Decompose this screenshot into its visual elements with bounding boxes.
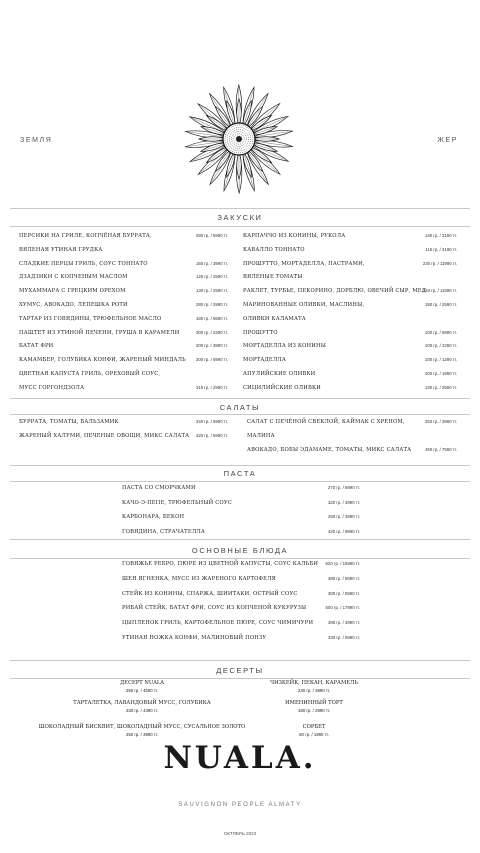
menu-item [19,355,228,365]
menu-item-price: 450 гр. / 7590 тг. [424,447,457,452]
menu-item-price: 310 гр. / 2990 тг. [195,384,228,390]
menu-item [122,483,360,493]
menu-item [19,314,228,324]
menu-item-name: МУХАММАРА С ГРЕЦКИМ ОРЕХОМ [19,288,126,295]
menu-item-price: 200 гр. / 3990 тг. [195,343,228,349]
menu-item-price: 300 гр. / 2290 тг. [195,329,228,335]
menu-item-price: 130 гр. / 2590 тг. [424,384,457,390]
menu-item-price: 280 гр. / 2990 тг. [195,302,228,307]
menu-item [247,445,457,455]
menu-item-name: ТАРТАР ИЗ ГОВЯДИНЫ, ТРЮФЕЛЬНОЕ МАСЛО [19,315,162,322]
menu-item [122,633,360,643]
menu-item-name: МАРИНОВАННЫЕ ОЛИВКИ, МАСЛИНЫ, [243,302,365,308]
menu-item [243,245,457,255]
menu-item [19,300,228,310]
dessert-price: 60 гр. / 1990 тг. [299,732,329,737]
dessert-name: ДЕСЕРТ NUALA [119,680,165,686]
menu-item-name: СТЕЙК ИЗ КОНИНЫ, СПАРЖА, ШИИТАКИ, ОСТРЫЙ СОУС [122,590,298,597]
menu-item-price: 160 гр. / 3990 тг. [195,260,228,266]
menu-item [247,417,457,427]
menu-item [19,369,228,379]
menu-item-price: 320 гр. / 4990 тг. [327,499,360,505]
menu-item-name: КАВАЛЛО ТОННАТО [243,246,305,253]
menu-item-name: САЛАТ С ПЕЧЁНОЙ СВЕКЛОЙ, КАЙМАК С ХРЕНОМ, [247,419,405,425]
divider [10,481,470,482]
menu-item-price: 150 гр. / 2590 тг. [424,302,457,307]
menu-item [19,341,228,351]
menu-item [122,603,360,613]
menu-item [243,341,457,351]
menu-item [122,618,360,628]
divider [10,539,470,540]
menu-item-price: 500 гр. / 17990 тг. [325,605,360,611]
brand-tagline: SAUVIGNON PEOPLE ALMATY [178,802,302,808]
menu-item-price: 620 гр. / 15990 тг. [325,561,360,566]
menu-item-name: КАРБОНАРА, БЕКОН [122,514,185,520]
menu-item-name: ВЯЛЕНЫЕ ТОМАТЫ [243,274,303,281]
menu-item [247,431,457,441]
section-title-osnovnye: ОСНОВНЫЕ БЛЮДА [191,546,289,555]
menu-item-price: 270 гр. / 6990 тг. [327,485,360,490]
menu-item [243,231,457,241]
dessert-item [204,679,424,695]
dessert-name: ТАРТАЛЕТКА, ЛАВАНДОВЫЙ МУСС, ГОЛУБИКА [73,700,211,706]
divider [10,398,470,399]
menu-item-price: 100 гр. / 1990 тг. [424,371,457,376]
dessert-item [204,723,424,739]
dessert-name: ЧИЗКЕЙК, ПЕКАН, КАРАМЕЛЬ [270,680,358,686]
menu-item [243,272,457,282]
menu-item [122,574,360,584]
menu-item-price: 100 гр. / 1290 тг. [424,357,457,363]
menu-item [19,231,228,241]
menu-item [243,300,457,310]
divider [10,414,470,415]
menu-item-price: 210 гр. / 11990 тг. [422,288,457,294]
menu-item [122,512,360,522]
menu-item-name: ХУМУС, АВОКАДО, ЛЕПЕШКА РОТИ [19,302,128,308]
menu-item [243,355,457,365]
divider [10,660,470,661]
menu-item-name: СЛАДКИЕ ПЕРЦЫ ГРИЛЬ, СОУС ТОННАТО [19,260,148,267]
menu-date: ОКТЯБРЬ 2023 [223,831,257,836]
menu-item [19,383,228,393]
brand-logo: NUALA. [163,740,317,776]
dessert-price: 250 гр. / 4590 тг. [125,688,159,693]
divider [10,208,470,209]
menu-item [122,559,360,569]
menu-item-name: КАМАМБЕР, ГОЛУБИКА КОНФИ, ЖАРЕНЫЙ МИНДАЛЬ [19,357,186,364]
menu-item-price: 200 гр. / 6990 тг. [195,357,228,363]
divider [10,226,470,227]
dessert-name: ИМЕНИННЫЙ ТОРТ [285,700,343,706]
section-title-zakuski: ЗАКУСКИ [217,213,263,222]
menu-item [19,259,228,269]
menu-item-price: 125 гр. / 2590 тг. [195,274,228,280]
menu-item-price: 250 гр. / 3990 тг. [327,514,360,519]
menu-item [122,589,360,599]
divider [10,465,470,466]
header-left-label: ЗЕМЛЯ [20,137,53,144]
dessert-item [204,699,424,715]
dessert-name: СОРБЕТ [302,724,326,730]
menu-item-name: МАЛИНА [247,433,275,439]
menu-item-name: ЦЫПЛЕНОК ГРИЛЬ, КАРТОФЕЛЬНОЕ ПЮРЕ, СОУС ЧИМИЧУРИ [122,620,314,627]
section-title-salaty: САЛАТЫ [219,403,261,412]
menu-item [243,314,457,324]
menu-item [19,286,228,296]
menu-item-price: 100 гр. / 2290 тг. [424,343,457,349]
menu-item-name: ВЯЛЕНАЯ УТИНАЯ ГРУДКА [19,246,103,253]
menu-item-price: 340 гр. / 6990 тг. [195,419,228,424]
dessert-price: 230 гр. / 3990 тг. [297,688,331,693]
menu-item-price: 180 гр. / 6590 тг. [195,315,228,321]
menu-item [243,369,457,379]
menu-item-price: 115 гр. / 3190 тг. [425,246,457,252]
menu-item-name: РАКЛЕТ, ТУРБЬЕ, ПЕКОРИНО, ДОРБЛЮ, ОВЕЧИЙ СЫР, МЕД [243,288,427,295]
menu-item-price: 130 гр. / 2590 тг. [195,288,228,294]
menu-item-name: ШЕЯ ЯГНЕНКА, МУСС ИЗ ЖАРЕНОГО КАРТОФЕЛЯ [122,575,277,582]
dessert-price: 230 гр. / 4390 тг. [125,708,159,713]
menu-item-price: 300 гр. / 5990 тг. [327,590,360,596]
menu-item [243,328,457,338]
menu-item-name: МУСС ГОРГОНДЗОЛА [19,384,85,391]
menu-item-price: 390 гр. / 4990 тг. [327,620,360,626]
menu-item-name: ЖАРЕНЫЙ ХАЛУМИ, ПЕЧЕНЫЕ ОВОЩИ, МИКС САЛАТА [19,433,190,439]
dessert-name: ШОКОЛАДНЫЙ БИСКВИТ, ШОКОЛАДНЫЙ МУСС, СУСАЛЬНОЕ ЗОЛОТО [38,724,246,730]
section-title-pasta: ПАСТА [223,469,257,478]
menu-item [243,259,457,269]
menu-item [19,272,228,282]
menu-item-price: 280 гр. / 5990 тг. [195,233,228,238]
dessert-price: 250 гр. / 3990 тг. [125,732,159,737]
menu-item [19,245,228,255]
menu-item [19,328,228,338]
menu-item-price: 250 гр. / 3990 тг. [424,419,457,424]
menu-item-name: ОЛИВКИ КАЛАМАТА [243,315,306,322]
menu-item-price: 230 гр. / 11990 тг. [422,260,457,266]
menu-item-name: РИБАЙ СТЕЙК, БАТАТ ФРИ, СОУС ИЗ КОПЧЕНОЙ КУКУРУЗЫ [122,605,307,612]
menu-item [243,286,457,296]
menu-item-name: АВОКАДО, БОБЫ ЭДАМАМЕ, ТОМАТЫ, МИКС САЛАТА [247,447,412,453]
menu-item-price: 380 гр. / 5590 тг. [327,575,360,581]
menu-item [243,383,457,393]
menu-item-name: БАТАТ ФРИ [19,343,54,350]
menu-item-name: ДЗАДЗИКИ С КОПЧЕНЫМ МАСЛОМ [19,274,128,281]
menu-item-price: 140 гр. / 3190 тг. [424,233,457,238]
sunflower-icon [184,84,294,194]
menu-item-name: ПАШТЕТ ИЗ УТИНОЙ ПЕЧЕНИ, ГРУША В КАРАМЕЛИ [19,329,180,336]
menu-item-name: КАЧО-Э-ПЕПЕ, ТРЮФЕЛЬНЫЙ СОУС [122,499,232,506]
menu-item-name: МОРТАДЕЛЛА [243,357,287,364]
menu-item-name: УТИНАЯ НОЖКА КОНФИ, МАЛИНОВЫЙ ПОНЗУ [122,635,267,641]
menu-item-price: 100 гр. / 6990 тг. [424,329,457,335]
menu-item [19,431,228,441]
menu-item-name: СИЦИЛИЙСКИЕ ОЛИВКИ [243,384,321,391]
menu-item [122,527,360,537]
menu-item-name: БУРРАТА, ТОМАТЫ, БАЛЬЗАМИК [19,419,119,425]
menu-item-name: АПУЛИЙСКИЕ ОЛИВКИ [243,371,316,377]
menu-item-name: ЦВЕТНАЯ КАПУСТА ГРИЛЬ, ОРЕХОВЫЙ СОУС, [19,371,161,377]
menu-item-name: ПРОШУТТО, МОРТАДЕЛЛА, ПАСТРАМИ, [243,260,365,267]
menu-item-name: ПАСТА СО СМОРЧКАМИ [122,485,196,491]
menu-item-name: ГОВЯЖЬЕ РЕБРО, ПЮРЕ ИЗ ЦВЕТНОЙ КАПУСТЫ, СОУС КАЛЬБИ [122,561,319,567]
menu-item-price: 330 гр. / 5990 тг. [327,635,360,640]
menu-item-price: 420 гр. / 6990 тг. [195,433,228,438]
menu-item-name: ПЕРСИКИ НА ГРИЛЕ, КОПЧЁНАЯ БУРРАТА, [19,233,152,239]
header-right-label: ЖЕР [437,137,458,144]
menu-item [122,498,360,508]
menu-item-name: ПРОШУТТО [243,329,278,336]
menu-item [19,417,228,427]
menu-item-name: ГОВЯДИНА, СТРАЧАТЕЛЛА [122,528,206,535]
menu-item-price: 420 гр. / 9990 тг. [327,528,360,534]
menu-item-name: МОРТАДЕЛЛА ИЗ КОНИНЫ [243,343,327,350]
dessert-price: 180 гр. / 2990 тг. [297,708,331,713]
section-title-deserty: ДЕСЕРТЫ [216,666,264,675]
menu-item-name: КАРПАЧЧО ИЗ КОНИНЫ, РУКОЛА [243,233,346,239]
